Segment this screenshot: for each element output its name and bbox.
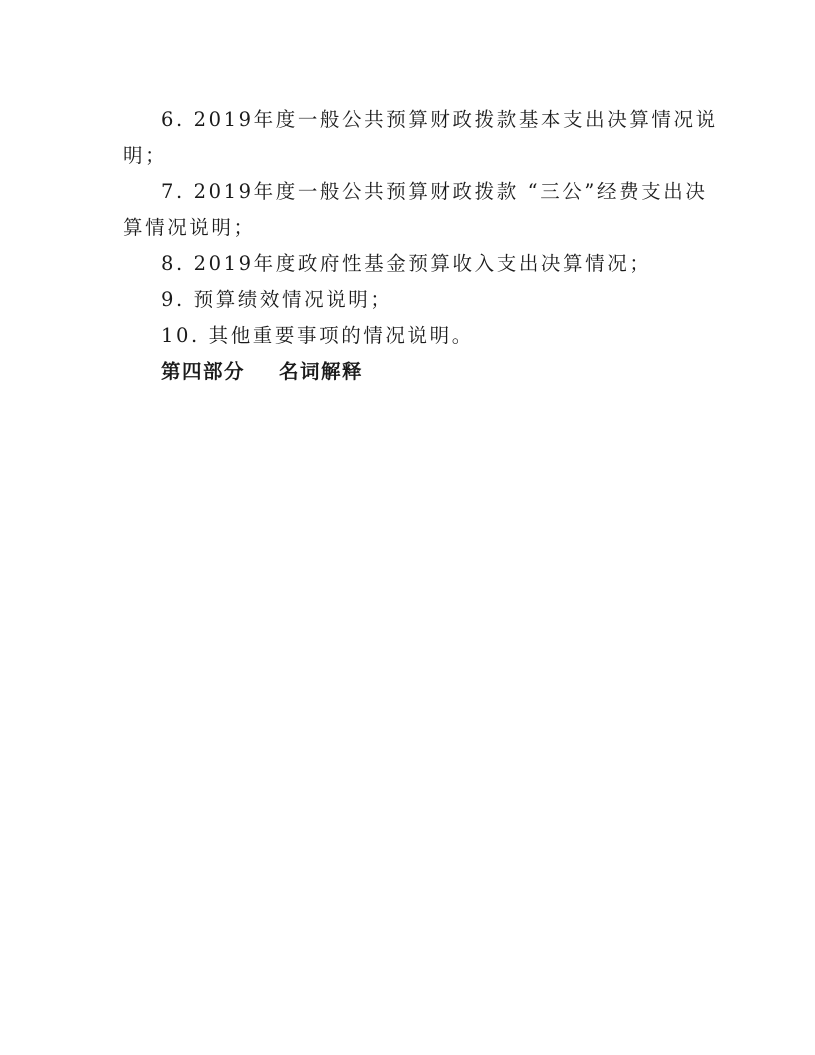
list-item-6-line-1: 6. 2019年度一般公共预算财政拨款基本支出决算情况说 [161,108,718,131]
list-item-10: 10. 其他重要事项的情况说明。 [161,324,474,347]
list-item-7-line-1: 7. 2019年度一般公共预算财政拨款 “三公”经费支出决 [161,180,708,203]
section-heading [123,355,698,389]
section-label: 第四部分 [161,360,246,383]
list-item-7-line-2: 算情况说明； [123,216,256,239]
list-item-6-line-2: 明； [123,144,168,167]
list-item-8: 8. 2019年度政府性基金预算收入支出决算情况； [161,252,652,275]
section-title: 名词解释 [279,360,364,383]
list-item-9: 9. 预算绩效情况说明； [161,288,393,311]
document-body [123,103,718,389]
